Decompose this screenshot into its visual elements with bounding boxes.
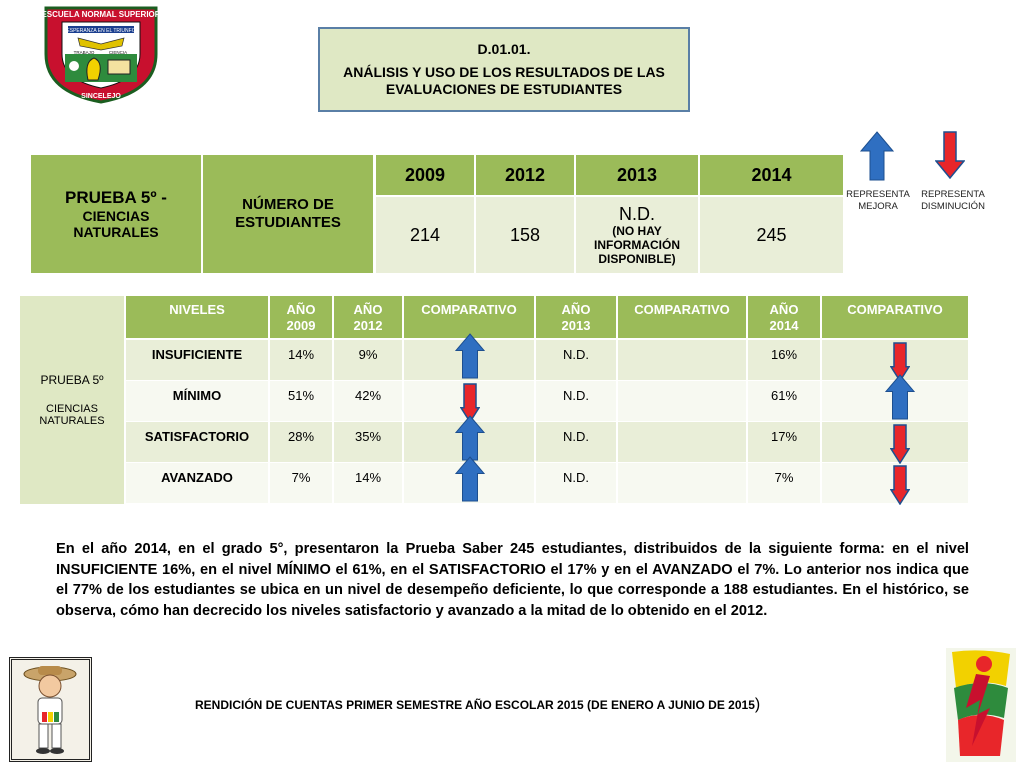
levels-cell-comparativo-2 bbox=[618, 463, 746, 503]
levels-cell-2014: 16% bbox=[748, 340, 820, 380]
summary-year-2009: 2009 bbox=[376, 155, 474, 195]
summary-value-2013 bbox=[576, 197, 698, 273]
summary-test-label bbox=[31, 155, 201, 273]
document-code: D.01.01. bbox=[477, 41, 531, 57]
legend-down-arrow-icon bbox=[935, 131, 965, 179]
levels-cell-2012: 9% bbox=[334, 340, 402, 380]
child-illustration bbox=[9, 657, 92, 762]
summary-test-line2: CIENCIAS NATURALES bbox=[73, 208, 159, 240]
header-box bbox=[318, 27, 690, 112]
document-title: ANÁLISIS Y USO DE LOS RESULTADOS DE LAS EVALUACIONES DE ESTUDIANTES bbox=[343, 64, 665, 97]
crest-word-2: CIENCIA bbox=[108, 50, 128, 55]
summary-year-2012: 2012 bbox=[476, 155, 574, 195]
school-crest-logo bbox=[38, 2, 164, 104]
legend-up-arrow-icon bbox=[860, 131, 894, 181]
summary-year-2014: 2014 bbox=[700, 155, 843, 195]
levels-cell-2014: 17% bbox=[748, 422, 820, 462]
levels-cell-2013: N.D. bbox=[536, 422, 616, 462]
right-figure-logo bbox=[946, 648, 1016, 762]
summary-nd: N.D. bbox=[619, 204, 655, 224]
summary-students-label: NÚMERO DE ESTUDIANTES bbox=[203, 155, 373, 273]
levels-header-2013: AÑO 2013 bbox=[536, 296, 616, 338]
summary-test-line1: PRUEBA 5º - bbox=[65, 188, 167, 207]
trend-up-arrow-icon bbox=[885, 374, 915, 420]
crest-ring-text: ESCUELA NORMAL SUPERIOR bbox=[41, 10, 161, 19]
levels-side-line1: PRUEBA 5º bbox=[40, 373, 104, 387]
trend-down-arrow-icon bbox=[890, 424, 910, 464]
levels-cell-level: MÍNIMO bbox=[126, 381, 268, 421]
footer-main: RENDICIÓN DE CUENTAS PRIMER SEMESTRE AÑO ESCOLAR 2015 (DE ENERO A JUNIO DE 2015 bbox=[195, 698, 755, 712]
levels-cell-2013: N.D. bbox=[536, 340, 616, 380]
crest-word-1: TRABAJO bbox=[73, 50, 95, 55]
levels-cell-2009: 14% bbox=[270, 340, 332, 380]
footer-paren: ) bbox=[754, 696, 761, 713]
levels-cell-2009: 51% bbox=[270, 381, 332, 421]
levels-header-2014: AÑO 2014 bbox=[748, 296, 820, 338]
summary-year-2013: 2013 bbox=[576, 155, 698, 195]
levels-cell-2014: 7% bbox=[748, 463, 820, 503]
crest-city: SINCELEJO bbox=[81, 93, 121, 100]
levels-cell-2013: N.D. bbox=[536, 463, 616, 503]
levels-cell-2012: 42% bbox=[334, 381, 402, 421]
trend-up-arrow-icon bbox=[455, 333, 485, 379]
levels-side-line2: CIENCIAS NATURALES bbox=[39, 403, 105, 427]
levels-cell-comparativo-2 bbox=[618, 381, 746, 421]
summary-value-2009: 214 bbox=[376, 197, 474, 273]
levels-header-comparativo-1: COMPARATIVO bbox=[404, 296, 534, 338]
analysis-paragraph: En el año 2014, en el grado 5°, presentaron la Prueba Saber 245 estudiantes, distribuidos de la siguiente forma: en el nivel INSUFICIENTE 16%, en el nivel MÍNIMO el 61%, en el SATISFACTORIO el 17% y en el AVANZADO el 7%. Lo anterior nos indica que el 77% de los estudiantes se ubica en un nivel de desempeño deficiente, lo que corresponde a 188 estudiantes. En el histórico, se observa, cómo han decrecido los niveles satisfactorio y avanzado a la mitad de lo obtenido en el 2012. bbox=[56, 541, 969, 619]
summary-value-2012: 158 bbox=[476, 197, 574, 273]
levels-cell-level: AVANZADO bbox=[126, 463, 268, 503]
levels-cell-2012: 35% bbox=[334, 422, 402, 462]
levels-header-2009: AÑO 2009 bbox=[270, 296, 332, 338]
levels-header-comparativo-2: COMPARATIVO bbox=[618, 296, 746, 338]
levels-side-label bbox=[20, 296, 124, 504]
levels-cell-2013: N.D. bbox=[536, 381, 616, 421]
crest-motto: ESPERANZA EN EL TRIUNFO bbox=[66, 28, 136, 34]
legend-up-label: REPRESENTA MEJORA bbox=[846, 189, 910, 212]
levels-cell-comparativo-2 bbox=[618, 422, 746, 462]
summary-nd-note: (NO HAY INFORMACIÓN DISPONIBLE) bbox=[594, 224, 680, 266]
footer-text bbox=[195, 696, 815, 714]
levels-cell-2014: 61% bbox=[748, 381, 820, 421]
trend-up-arrow-icon bbox=[455, 415, 485, 461]
levels-cell-level: SATISFACTORIO bbox=[126, 422, 268, 462]
levels-cell-level: INSUFICIENTE bbox=[126, 340, 268, 380]
levels-header-comparativo-3: COMPARATIVO bbox=[822, 296, 968, 338]
levels-cell-2009: 28% bbox=[270, 422, 332, 462]
trend-up-arrow-icon bbox=[455, 456, 485, 502]
levels-cell-2012: 14% bbox=[334, 463, 402, 503]
legend-down-label: REPRESENTA DISMINUCIÓN bbox=[921, 189, 985, 212]
levels-cell-2009: 7% bbox=[270, 463, 332, 503]
levels-header-niveles: NIVELES bbox=[126, 296, 268, 338]
levels-cell-comparativo-2 bbox=[618, 340, 746, 380]
trend-down-arrow-icon bbox=[890, 465, 910, 505]
levels-header-2012: AÑO 2012 bbox=[334, 296, 402, 338]
summary-value-2014: 245 bbox=[700, 197, 843, 273]
